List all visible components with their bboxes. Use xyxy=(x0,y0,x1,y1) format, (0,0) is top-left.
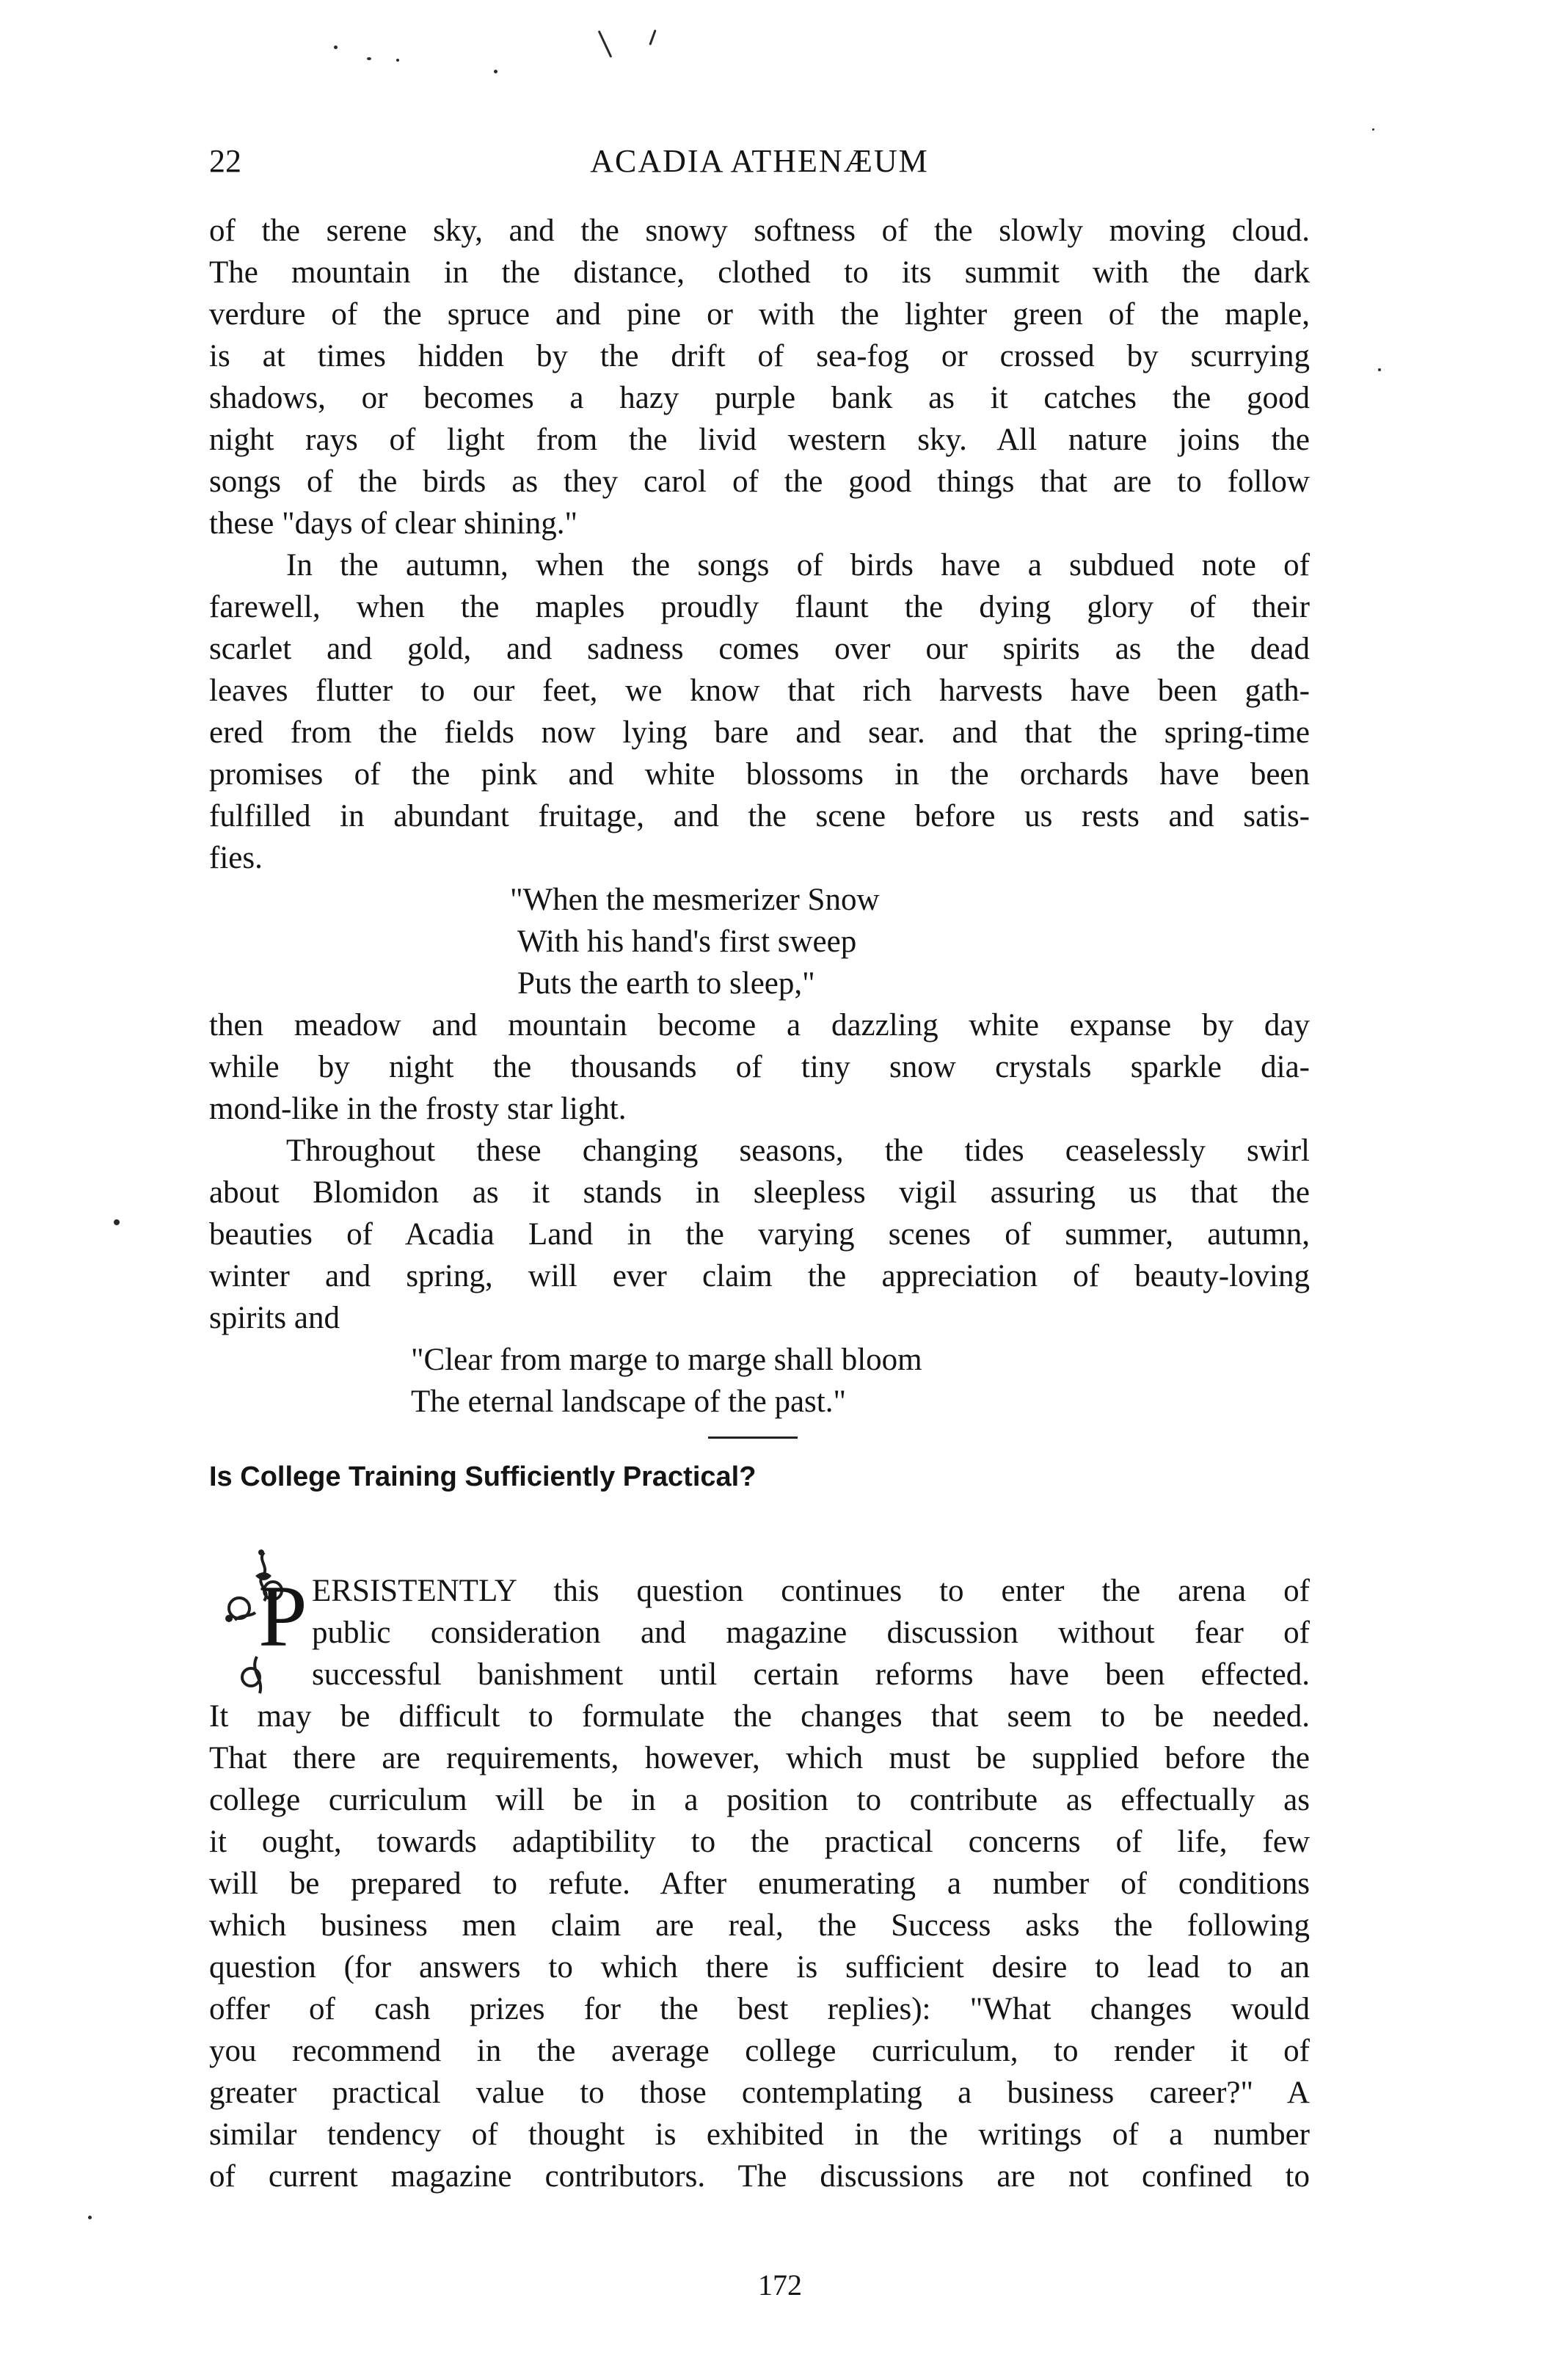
text-line: verdure of the spruce and pine or with the lighter green of the maple, xyxy=(209,297,1310,332)
text-line: The mountain in the distance, clothed to its summit with the dark xyxy=(209,255,1310,290)
text-line: of the serene sky, and the snowy softness of the slowly moving cloud. xyxy=(209,213,1310,248)
text-line: farewell, when the maples proudly flaunt the dying glory of their xyxy=(209,590,1310,624)
text-line: In the autumn, when the songs of birds have a subdued note of xyxy=(286,548,1310,583)
poem-snow xyxy=(510,879,1251,1004)
text-line: night rays of light from the livid western sky. All nature joins the xyxy=(209,423,1310,457)
text-line: public consideration and magazine discussion without fear of xyxy=(312,1616,1310,1650)
running-header xyxy=(209,139,1310,183)
text-line: It may be difficult to formulate the changes that seem to be needed. xyxy=(209,1699,1310,1734)
poem-landscape xyxy=(411,1339,1218,1423)
text-line: mond-like in the frosty star light. xyxy=(209,1092,627,1126)
text-line: greater practical value to those contemplating a business career?" A xyxy=(209,2076,1310,2110)
text-line: similar tendency of thought is exhibited in the writings of a number xyxy=(209,2117,1310,2152)
text-line: question (for answers to which there is sufficient desire to lead to an xyxy=(209,1950,1310,1985)
text-line: of current magazine contributors. The discussions are not confined to xyxy=(209,2159,1310,2194)
ornamental-drop-cap xyxy=(213,1547,323,1708)
text-line: ered from the fields now lying bare and sear. and that the spring-time xyxy=(209,715,1310,750)
section-divider xyxy=(708,1437,798,1439)
text-line: then meadow and mountain become a dazzling white expanse by day xyxy=(209,1008,1310,1043)
poem-line: Puts the earth to sleep," xyxy=(517,966,815,1001)
folio-number: 172 xyxy=(758,2268,802,2301)
text-line: leaves flutter to our feet, we know that rich harvests have been gath- xyxy=(209,674,1310,708)
text-line: is at times hidden by the drift of sea-fog or crossed by scurrying xyxy=(209,339,1310,373)
poem-line: "Clear from marge to marge shall bloom xyxy=(411,1343,922,1377)
text-line: which business men claim are real, the Success asks the following xyxy=(209,1908,1310,1943)
article-body xyxy=(209,1695,1310,2197)
text-line: spirits and xyxy=(209,1301,340,1335)
text-line: offer of cash prizes for the best replies): "What changes would xyxy=(209,1992,1310,2026)
text-line: beauties of Acadia Land in the varying scenes of summer, autumn, xyxy=(209,1217,1310,1252)
header-page-number: 22 xyxy=(209,143,241,179)
text-line: scarlet and gold, and sadness comes over our spirits as the dead xyxy=(209,632,1310,666)
running-title: ACADIA ATHENÆUM xyxy=(590,143,929,179)
text-line: promises of the pink and white blossoms in the orchards have been xyxy=(209,757,1310,792)
text-line: it ought, towards adaptibility to the practical concerns of life, few xyxy=(209,1825,1310,1859)
text-line: fulfilled in abundant fruitage, and the scene before us rests and satis- xyxy=(209,799,1310,833)
text-line: songs of the birds as they carol of the good things that are to follow xyxy=(209,464,1310,499)
autumn-paragraph xyxy=(209,544,1310,879)
drop-cap-letter: P xyxy=(258,1567,307,1665)
text-line: while by night the thousands of tiny snow crystals sparkle dia- xyxy=(209,1050,1310,1084)
text-line: winter and spring, will ever claim the appreciation of beauty-loving xyxy=(209,1259,1310,1293)
text-line: these "days of clear shining." xyxy=(209,506,577,541)
poem-line: "When the mesmerizer Snow xyxy=(510,883,880,917)
winter-paragraph xyxy=(209,1004,1310,1130)
text-line: fies. xyxy=(209,841,263,875)
intro-paragraph xyxy=(209,210,1310,544)
text-line: That there are requirements, however, which must be supplied before the xyxy=(209,1741,1310,1775)
text-line: Throughout these changing seasons, the tides ceaselessly swirl xyxy=(286,1134,1310,1168)
text-line: shadows, or becomes a hazy purple bank as it catches the good xyxy=(209,381,1310,415)
seasons-paragraph xyxy=(209,1130,1310,1339)
text-line: successful banishment until certain reforms have been effected. xyxy=(312,1657,1310,1692)
poem-line: With his hand's first sweep xyxy=(517,924,857,959)
text-line: you recommend in the average college curriculum, to render it of xyxy=(209,2034,1310,2068)
text-line: will be prepared to refute. After enumerating a number of conditions xyxy=(209,1866,1310,1901)
text-line: about Blomidon as it stands in sleepless vigil assuring us that the xyxy=(209,1175,1310,1210)
article-heading: Is College Training Sufficiently Practical? xyxy=(209,1461,757,1492)
text-line: ERSISTENTLY this question continues to enter the arena of xyxy=(312,1574,1310,1608)
poem-line: The eternal landscape of the past." xyxy=(411,1384,847,1419)
text-line: college curriculum will be in a position to contribute as effectually as xyxy=(209,1783,1310,1817)
dropcap-paragraph-start xyxy=(312,1570,1310,1695)
